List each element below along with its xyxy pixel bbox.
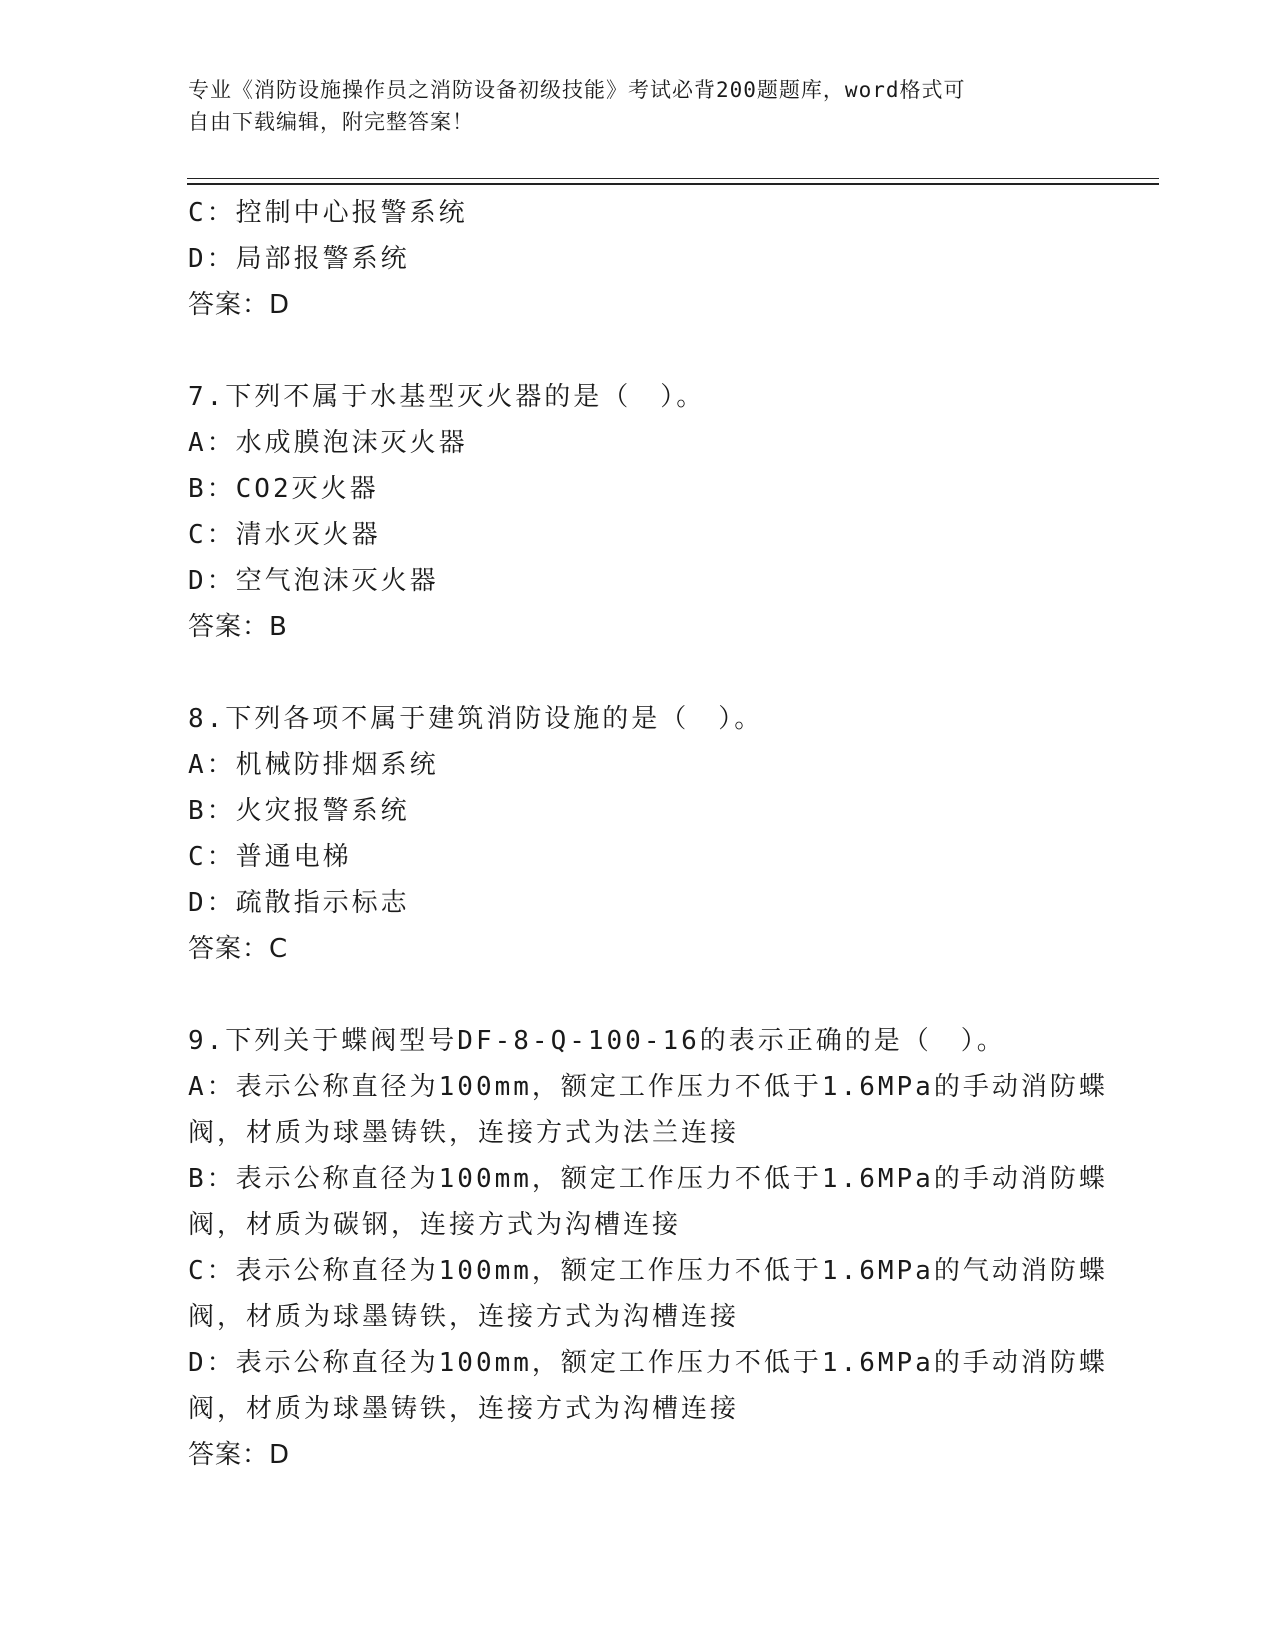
q9-option-c-line-2: 阀，材质为球墨铸铁，连接方式为沟槽连接 <box>188 1302 740 1332</box>
spacer <box>188 328 1088 374</box>
spacer <box>188 972 1088 1018</box>
q9-option-d-line-2: 阀，材质为球墨铸铁，连接方式为沟槽连接 <box>188 1394 740 1424</box>
question-9 <box>188 1018 1108 1478</box>
q8-option-b: B：火灾报警系统 <box>188 796 410 826</box>
q9-stem: 9.下列关于蝶阀型号DF-8-Q-100-16的表示正确的是（ ）。 <box>188 1026 1006 1056</box>
header-line-2: 自由下载编辑，附完整答案！ <box>188 110 474 134</box>
header-line-1: 专业《消防设施操作员之消防设备初级技能》考试必背200题题库，word格式可 <box>188 78 966 102</box>
page-header <box>188 74 1088 138</box>
q8-stem: 8.下列各项不属于建筑消防设施的是（ ）。 <box>188 704 764 734</box>
document-body <box>188 190 1108 1478</box>
q9-answer: 答案：D <box>188 1440 291 1470</box>
q9-option-b-line-1: B：表示公称直径为100mm，额定工作压力不低于1.6MPa的手动消防蝶 <box>188 1164 1108 1194</box>
q7-option-c: C：清水灭火器 <box>188 520 381 550</box>
q9-option-b-line-2: 阀，材质为碳钢，连接方式为沟槽连接 <box>188 1210 682 1240</box>
q9-option-d-line-1: D：表示公称直径为100mm，额定工作压力不低于1.6MPa的手动消防蝶 <box>188 1348 1108 1378</box>
q8-answer: 答案：C <box>188 934 289 964</box>
q7-stem: 7.下列不属于水基型灭火器的是（ ）。 <box>188 382 706 412</box>
q8-option-c: C：普通电梯 <box>188 842 352 872</box>
header-rule-thick <box>187 183 1159 185</box>
q6-answer: 答案：D <box>188 290 291 320</box>
q7-option-a: A：水成膜泡沫灭火器 <box>188 428 468 458</box>
q7-option-b: B：CO2灭火器 <box>188 474 379 504</box>
q8-option-d: D：疏散指示标志 <box>188 888 410 918</box>
q7-answer: 答案：B <box>188 612 288 642</box>
q6-option-c: C：控制中心报警系统 <box>188 198 468 228</box>
question-8 <box>188 696 1088 972</box>
q7-option-d: D：空气泡沫灭火器 <box>188 566 439 596</box>
question-7 <box>188 374 1088 650</box>
q9-option-a-line-2: 阀，材质为球墨铸铁，连接方式为法兰连接 <box>188 1118 740 1148</box>
header-rule-thin <box>187 178 1159 179</box>
question-6-partial <box>188 190 1088 328</box>
q9-option-c-line-1: C：表示公称直径为100mm，额定工作压力不低于1.6MPa的气动消防蝶 <box>188 1256 1108 1286</box>
q8-option-a: A：机械防排烟系统 <box>188 750 439 780</box>
q9-option-a-line-1: A：表示公称直径为100mm，额定工作压力不低于1.6MPa的手动消防蝶 <box>188 1072 1108 1102</box>
q6-option-d: D：局部报警系统 <box>188 244 410 274</box>
spacer <box>188 650 1088 696</box>
